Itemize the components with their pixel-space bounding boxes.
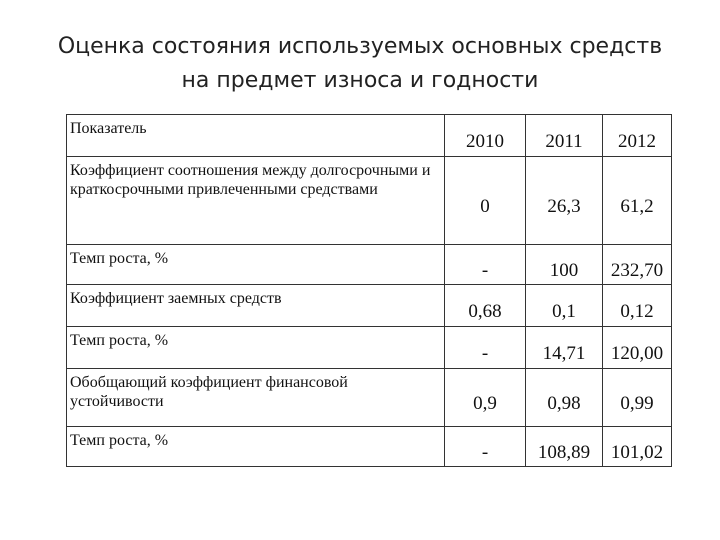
row-label: Коэффициент заемных средств — [67, 285, 445, 327]
table-row — [67, 245, 672, 285]
header-label-cell: Показатель — [67, 115, 445, 157]
header-year-2011: 2011 — [526, 115, 603, 157]
table-row — [67, 285, 672, 327]
row-label: Темп роста, % — [67, 327, 445, 369]
cell-2012: 0,99 — [603, 369, 672, 427]
cell-2011: 14,71 — [526, 327, 603, 369]
cell-2012: 61,2 — [603, 157, 672, 245]
cell-2012: 232,70 — [603, 245, 672, 285]
cell-2011: 26,3 — [526, 157, 603, 245]
cell-2010: - — [445, 245, 526, 285]
table-row — [67, 157, 672, 245]
cell-2010: - — [445, 427, 526, 467]
cell-2011: 0,98 — [526, 369, 603, 427]
slide-title-line-1: Оценка состояния используемых основных средств — [57, 34, 663, 59]
data-table — [66, 114, 672, 467]
row-label: Обобщающий коэффициент финансовой устойчивости — [67, 369, 445, 427]
cell-2010: 0,9 — [445, 369, 526, 427]
cell-2012: 120,00 — [603, 327, 672, 369]
cell-2011: 100 — [526, 245, 603, 285]
cell-2011: 108,89 — [526, 427, 603, 467]
slide-title-line-2: на предмет износа и годности — [181, 68, 539, 93]
slide-title — [0, 30, 720, 98]
cell-2012: 101,02 — [603, 427, 672, 467]
table-row — [67, 427, 672, 467]
table-row — [67, 369, 672, 427]
row-label: Темп роста, % — [67, 427, 445, 467]
row-label: Темп роста, % — [67, 245, 445, 285]
table-header-row — [67, 115, 672, 157]
cell-2010: 0,68 — [445, 285, 526, 327]
cell-2010: 0 — [445, 157, 526, 245]
header-year-2010: 2010 — [445, 115, 526, 157]
table-row — [67, 327, 672, 369]
cell-2010: - — [445, 327, 526, 369]
row-label: Коэффициент соотношения между долгосрочными и краткосрочными привлеченными средствами — [67, 157, 445, 245]
cell-2012: 0,12 — [603, 285, 672, 327]
header-year-2012: 2012 — [603, 115, 672, 157]
cell-2011: 0,1 — [526, 285, 603, 327]
